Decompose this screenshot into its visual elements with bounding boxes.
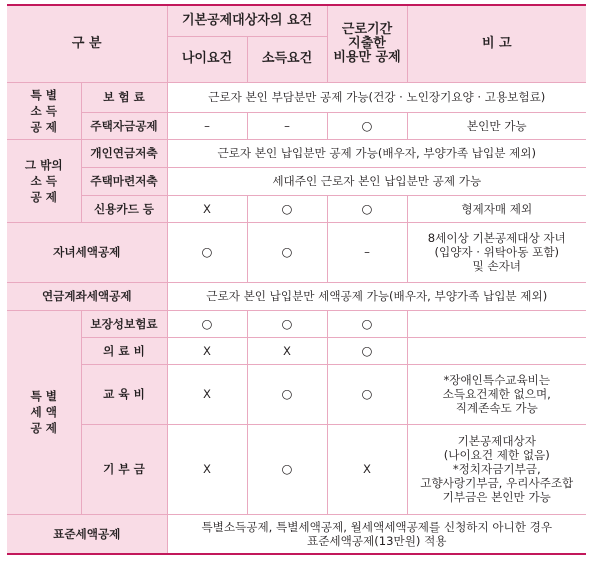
cell-age: ○ (167, 310, 247, 337)
header-work-period (327, 5, 407, 82)
row-label-insurance: 보 험 료 (81, 82, 167, 112)
table-row (7, 195, 586, 222)
row-label-donation: 기 부 금 (81, 424, 167, 514)
table-row (7, 112, 586, 139)
group-label-line: 공 제 (30, 421, 57, 435)
group-label-line: 소 득 (30, 103, 57, 118)
row-pension-saving-note: 근로자 본인 납입분만 공제 가능(배우자, 부양가족 납입분 제외) (167, 139, 586, 167)
header-work-period-line: 비용만 공제 (333, 49, 401, 65)
cell-period: ○ (327, 310, 407, 337)
cell-remark (407, 364, 586, 424)
cell-period: ○ (327, 195, 407, 222)
table-row (7, 82, 586, 112)
table-row (7, 222, 586, 282)
cell-age: X (167, 195, 247, 222)
table-row (7, 514, 586, 554)
cell-remark (407, 222, 586, 282)
cell-age: X (167, 424, 247, 514)
row-pension-account-note: 근로자 본인 납입분만 세액공제 가능(배우자, 부양가족 납입분 제외) (167, 282, 586, 310)
remark-line: *정치자금기부금, (452, 462, 541, 476)
cell-age: – (167, 112, 247, 139)
deduction-requirements-table-wrapper (7, 4, 586, 555)
row-label-education: 교 육 비 (81, 364, 167, 424)
row-label-medical: 의 료 비 (81, 337, 167, 364)
row-insurance-note: 근로자 본인 부담분만 공제 가능(건강 · 노인장기요양 · 고용보험료) (167, 82, 586, 112)
cell-remark: 형제자매 제외 (407, 195, 586, 222)
deduction-requirements-table (7, 4, 586, 555)
row-label-pension-saving: 개인연금저축 (81, 139, 167, 167)
group-label-line: 특 별 (30, 389, 57, 403)
row-standard-credit-note (167, 514, 586, 554)
cell-period: ○ (327, 364, 407, 424)
remark-line: 및 손자녀 (472, 259, 521, 273)
header-basic-deduction: 기본공제대상자의 요건 (167, 5, 327, 36)
header-remarks: 비 고 (407, 5, 586, 82)
remark-line: 기부금은 본인만 가능 (442, 490, 551, 504)
note-line: 특별소득공제, 특별세액공제, 월세액세액공제를 신청하지 아니한 경우 (201, 519, 553, 534)
cell-remark (407, 310, 586, 337)
group-label-line: 공 제 (30, 189, 57, 204)
table-row (7, 282, 586, 310)
cell-income: ○ (247, 310, 327, 337)
cell-income: ○ (247, 222, 327, 282)
table-row (7, 337, 586, 364)
group-label-line: 세 액 (30, 405, 57, 419)
table-row (7, 167, 586, 195)
cell-period: – (327, 222, 407, 282)
row-label-housing-saving: 주택마련저축 (81, 167, 167, 195)
cell-remark (407, 424, 586, 514)
group-label-line: 그 밖의 (24, 157, 63, 172)
remark-line: 8세이상 기본공제대상 자녀 (427, 231, 566, 245)
table-row (7, 424, 586, 514)
table-row (7, 310, 586, 337)
cell-income: X (247, 337, 327, 364)
row-label-pension-account: 연금계좌세액공제 (7, 282, 167, 310)
cell-age: ○ (167, 222, 247, 282)
group-label-line: 소 득 (30, 173, 57, 188)
cell-income: ○ (247, 424, 327, 514)
note-line: 표준세액공제(13만원) 적용 (307, 533, 447, 548)
remark-line: 소득요건제한 없으며, (442, 387, 551, 401)
row-label-protection-insurance: 보장성보험료 (81, 310, 167, 337)
remark-line: 직계존속도 가능 (455, 401, 538, 415)
remark-line: (입양자 · 위탁아동 포함) (434, 245, 560, 259)
header-income-requirement: 소득요건 (247, 36, 327, 82)
cell-period: X (327, 424, 407, 514)
header-row-1 (7, 5, 586, 36)
row-label-credit-card: 신용카드 등 (81, 195, 167, 222)
group-other-income-deduction (7, 139, 81, 222)
group-special-income-deduction (7, 82, 81, 139)
cell-age: X (167, 364, 247, 424)
remark-line: 기본공제대상자 (457, 434, 536, 448)
remark-line: (나이요건 제한 없음) (443, 448, 550, 462)
header-work-period-line: 지출한 (348, 35, 386, 51)
group-label-line: 특 별 (30, 87, 57, 102)
cell-age: X (167, 337, 247, 364)
cell-remark: 본인만 가능 (407, 112, 586, 139)
row-housing-saving-note: 세대주인 근로자 본인 납입분만 공제 가능 (167, 167, 586, 195)
cell-period: ○ (327, 112, 407, 139)
remark-line: 고향사랑기부금, 우리사주조합 (420, 476, 574, 490)
remark-line: *장애인특수교육비는 (443, 373, 551, 387)
table-row (7, 139, 586, 167)
cell-income: – (247, 112, 327, 139)
header-category: 구 분 (7, 5, 167, 82)
group-special-tax-credit (7, 310, 81, 514)
table-row (7, 364, 586, 424)
row-label-standard-credit: 표준세액공제 (7, 514, 167, 554)
group-label-line: 공 제 (30, 119, 57, 134)
cell-period: ○ (327, 337, 407, 364)
row-label-housing-fund: 주택자금공제 (81, 112, 167, 139)
cell-income: ○ (247, 195, 327, 222)
cell-remark (407, 337, 586, 364)
cell-income: ○ (247, 364, 327, 424)
row-label-child-credit: 자녀세액공제 (7, 222, 167, 282)
header-work-period-line: 근로기간 (341, 21, 393, 37)
header-age-requirement: 나이요건 (167, 36, 247, 82)
